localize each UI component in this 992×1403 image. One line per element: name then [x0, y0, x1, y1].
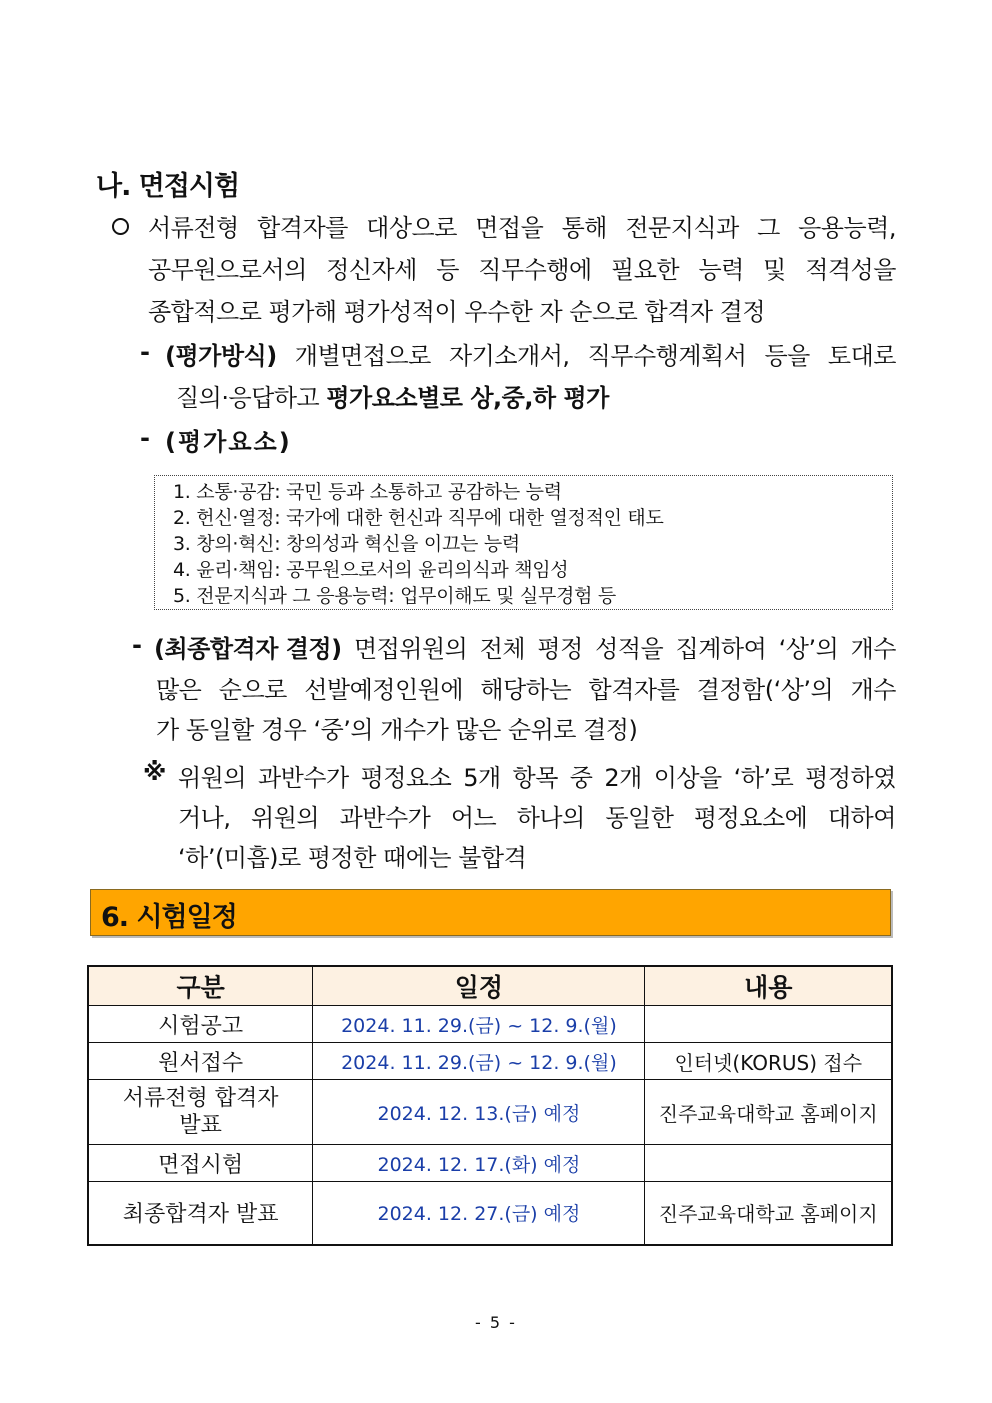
word: 5개 — [463, 764, 501, 792]
word: 과반수가 — [339, 804, 431, 832]
row-category — [88, 1080, 313, 1145]
row-date: 2024. 12. 17.(화) 예정 — [313, 1145, 645, 1182]
word: 개수 — [850, 676, 896, 704]
note-line-2 — [178, 798, 896, 833]
word: 공무원으로서의 — [148, 256, 307, 284]
word: 평정요소에 — [693, 804, 808, 832]
table-row — [88, 1145, 892, 1182]
final-line-1 — [154, 629, 896, 664]
row-content — [645, 1006, 892, 1043]
bullet-line-3: 종합적으로 평가해 평가성적이 우수한 자 순으로 합격자 결정 — [148, 298, 766, 326]
row-date: 2024. 11. 29.(금) ~ 12. 9.(월) — [313, 1006, 645, 1043]
header-category: 구분 — [88, 966, 313, 1006]
method-line-2-bold: 평가요소별로 상,중,하 평가 — [326, 384, 609, 412]
word: 합격자를 — [257, 214, 348, 242]
table-row — [88, 1043, 892, 1080]
word: 능력 — [698, 256, 744, 284]
word: 그 — [757, 214, 780, 242]
table-row — [88, 1006, 892, 1043]
word: 많은 — [156, 676, 202, 704]
circle-bullet-icon — [112, 218, 129, 235]
method-line-1 — [165, 336, 896, 371]
word: ‘하’로 — [733, 764, 794, 792]
table-row — [88, 1182, 892, 1245]
elements-dash: - — [140, 424, 150, 452]
word: 해당하는 — [480, 676, 572, 704]
element-item: 3. 창의·혁신: 창의성과 혁신을 이끄는 능력 — [173, 533, 520, 555]
note-line-3: ‘하’(미흡)로 평정한 때에는 불합격 — [178, 844, 527, 872]
row-date: 2024. 11. 29.(금) ~ 12. 9.(월) — [313, 1043, 645, 1080]
row-content: 진주교육대학교 홈페이지 — [645, 1182, 892, 1245]
evaluation-elements-box — [154, 475, 893, 610]
final-line-3: 가 동일할 경우 ‘중’의 개수가 많은 순위로 결정) — [156, 716, 638, 744]
row-date: 2024. 12. 13.(금) 예정 — [313, 1080, 645, 1145]
schedule-table — [87, 965, 893, 1246]
word: 대상으로 — [366, 214, 457, 242]
row-category-line2: 발표 — [179, 1113, 222, 1138]
table-header-row — [88, 966, 892, 1006]
table-row — [88, 1080, 892, 1145]
method-dash: - — [140, 338, 150, 366]
word: 면접을 — [475, 214, 544, 242]
word: 집계하여 — [675, 635, 767, 663]
note-line-1 — [178, 758, 896, 793]
header-content: 내용 — [645, 966, 892, 1006]
section-heading-interview: 나. 면접시험 — [96, 171, 240, 202]
word: 개별면접으로 — [294, 342, 431, 370]
word: 위원의 — [178, 764, 247, 792]
method-line-2-plain: 질의·응답하고 — [176, 384, 327, 412]
word: 전체 — [479, 635, 526, 663]
element-item: 5. 전문지식과 그 응용능력: 업무이해도 및 실무경험 등 — [173, 585, 616, 607]
row-category-line1: 서류전형 합격자 — [122, 1086, 279, 1111]
word: 어느 — [450, 804, 497, 832]
word: 적격성을 — [805, 256, 896, 284]
word: 하나의 — [516, 804, 585, 832]
word: 과반수가 — [257, 764, 349, 792]
word: ‘상’의 — [778, 635, 839, 663]
word: 대하여 — [827, 804, 896, 832]
bullet-line-1 — [148, 208, 896, 243]
word: 직무수행계획서 — [587, 342, 747, 370]
word: 직무수행에 — [478, 256, 592, 284]
element-item: 2. 헌신·열정: 국가에 대한 헌신과 직무에 대한 열정적인 태도 — [173, 507, 664, 529]
method-label: (평가방식) — [165, 342, 277, 370]
word: 정신자세 — [326, 256, 417, 284]
section-heading-bar-schedule — [90, 889, 891, 936]
element-item: 1. 소통·공감: 국민 등과 소통하고 공감하는 능력 — [173, 481, 562, 503]
row-date: 2024. 12. 27.(금) 예정 — [313, 1182, 645, 1245]
final-dash: - — [132, 631, 142, 659]
word: 응용능력, — [798, 214, 896, 242]
word: 동일한 — [605, 804, 674, 832]
row-category: 최종합격자 발표 — [88, 1182, 313, 1245]
word: 평정하였 — [805, 764, 896, 792]
row-content: 인터넷(KORUS) 접수 — [645, 1043, 892, 1080]
final-label: (최종합격자 결정) — [154, 635, 342, 663]
word: 성적을 — [595, 635, 664, 663]
word: 결정함(‘상’의 — [696, 676, 834, 704]
header-date: 일정 — [313, 966, 645, 1006]
word: 면접위원의 — [353, 635, 468, 663]
row-content: 진주교육대학교 홈페이지 — [645, 1080, 892, 1145]
row-category: 원서접수 — [88, 1043, 313, 1080]
word: 위원의 — [251, 804, 320, 832]
word: 자기소개서, — [448, 342, 570, 370]
word: 평정 — [537, 635, 583, 663]
note-mark: ※ — [143, 758, 166, 786]
word: 중 — [569, 764, 593, 792]
row-category: 시험공고 — [88, 1006, 313, 1043]
word: 거나, — [178, 804, 231, 832]
word: 이상을 — [653, 764, 722, 792]
word: 토대로 — [827, 342, 896, 370]
row-category: 면접시험 — [88, 1145, 313, 1182]
word: 서류전형 — [148, 214, 239, 242]
final-line-2 — [156, 670, 896, 705]
word: 합격자를 — [588, 676, 680, 704]
word: 등 — [436, 256, 459, 284]
word: 2개 — [604, 764, 642, 792]
word: 평정요소 — [360, 764, 452, 792]
element-item: 4. 윤리·책임: 공무원으로서의 윤리의식과 책임성 — [173, 559, 569, 581]
method-line-2 — [176, 378, 609, 413]
elements-label: (평가요소) — [165, 428, 292, 456]
word: 항목 — [512, 764, 558, 792]
word: 개수 — [850, 635, 896, 663]
page-number: - 5 - — [475, 1313, 517, 1332]
word: 필요한 — [611, 256, 680, 284]
word: 전문지식과 — [625, 214, 739, 242]
bullet-line-2 — [148, 250, 896, 285]
word: 등을 — [764, 342, 810, 370]
section-heading-schedule: 6. 시험일정 — [101, 902, 237, 933]
row-content — [645, 1145, 892, 1182]
word: 및 — [763, 256, 786, 284]
word: 순으로 — [218, 676, 287, 704]
word: 통해 — [561, 214, 607, 242]
word: 선발예정인원에 — [304, 676, 464, 704]
